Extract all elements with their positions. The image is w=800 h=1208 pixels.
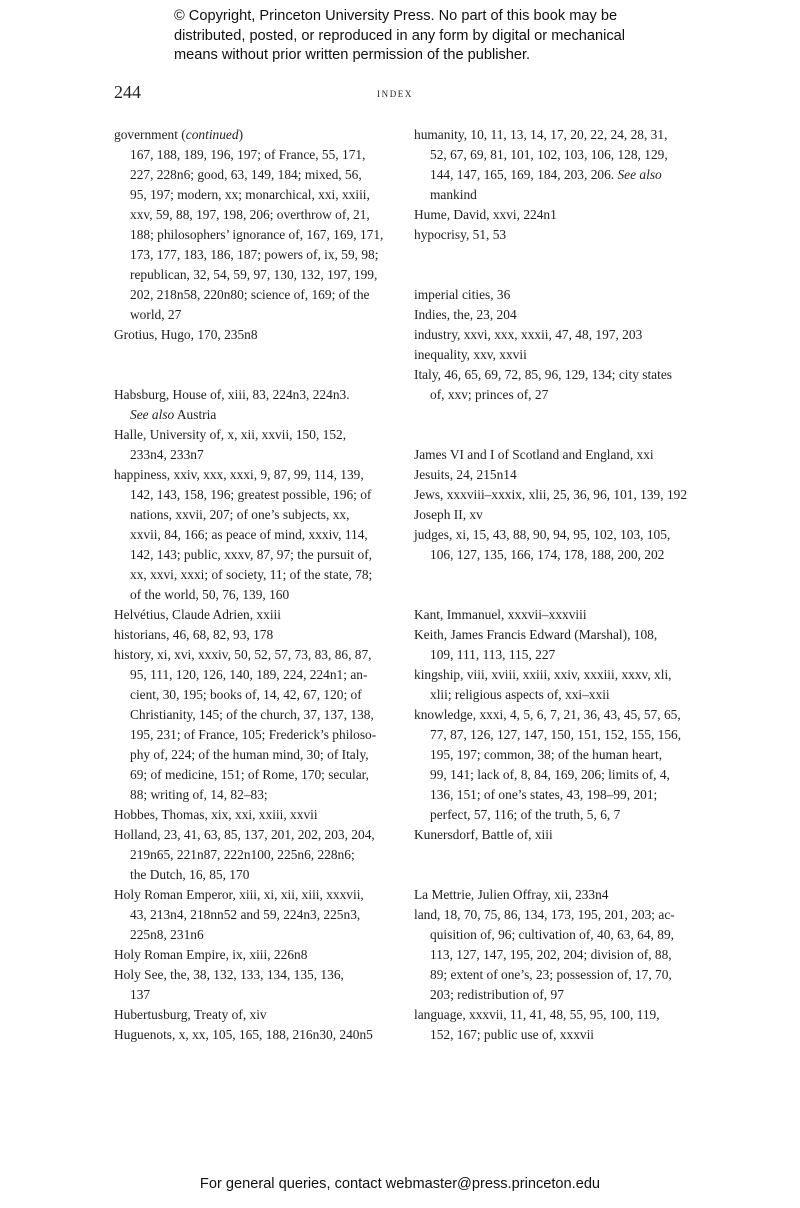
index-entry-line: Indies, the, 23, 204: [414, 307, 517, 322]
index-entry: [114, 945, 394, 965]
index-entry: [114, 645, 394, 805]
index-entry-line: 233n4, 233n7: [130, 447, 204, 462]
index-entry: [414, 325, 694, 345]
index-column-left: [114, 125, 394, 1045]
index-entry-line: Hobbes, Thomas, xix, xxi, xxiii, xxvii: [114, 807, 318, 822]
index-entry-line: land, 18, 70, 75, 86, 134, 173, 195, 201, 203; ac-: [414, 907, 675, 922]
index-entry: [414, 1005, 694, 1045]
index-entry-line: La Mettrie, Julien Offray, xii, 233n4: [414, 887, 609, 902]
index-entry-line: humanity, 10, 11, 13, 14, 17, 20, 22, 24, 28, 31,: [414, 127, 668, 142]
index-entry: [414, 525, 694, 565]
index-entry-line: language, xxxvii, 11, 41, 48, 55, 95, 100, 119,: [414, 1007, 660, 1022]
index-entry-line: Holland, 23, 41, 63, 85, 137, 201, 202, 203, 204,: [114, 827, 375, 842]
index-entry-line: Jews, xxxviii–xxxix, xlii, 25, 36, 96, 101, 139, 192: [414, 487, 688, 502]
index-entry-line: 137: [130, 987, 151, 1002]
index-entry-line: 203; redistribution of, 97: [430, 987, 564, 1002]
section-gap: [414, 245, 694, 285]
index-entry-line: Holy See, the, 38, 132, 133, 134, 135, 136,: [114, 967, 344, 982]
index-entry-line: xxv, 59, 88, 197, 198, 206; overthrow of, 21,: [130, 207, 370, 222]
index-entry-line: Holy Roman Empire, ix, xiii, 226n8: [114, 947, 308, 962]
index-entry: [114, 1025, 394, 1045]
index-entry-line: xlii; religious aspects of, xxi–xxii: [430, 687, 610, 702]
index-entry-line: 88; writing of, 14, 82–83;: [130, 787, 268, 802]
index-entry-line: Helvétius, Claude Adrien, xxiii: [114, 607, 281, 622]
copyright-notice: [174, 7, 694, 66]
index-entry-line: 95, 197; modern, xx; monarchical, xxi, xxiii,: [130, 187, 370, 202]
index-entry-line: Italy, 46, 65, 69, 72, 85, 96, 129, 134; city states: [414, 367, 672, 382]
copyright-line: © Copyright, Princeton University Press. No part of this book may be: [174, 8, 618, 24]
copyright-line: means without prior written permission of the publisher.: [174, 47, 531, 63]
index-entry-line: kingship, viii, xviii, xxiii, xxiv, xxxiii, xxxv, xli,: [414, 667, 672, 682]
index-entry-line: history, xi, xvi, xxxiv, 50, 52, 57, 73, 83, 86, 87,: [114, 647, 372, 662]
index-entry-line: government (continued): [114, 127, 244, 142]
section-gap: [414, 845, 694, 885]
index-entry: [414, 205, 694, 225]
index-entry-line: Hubertusburg, Treaty of, xiv: [114, 1007, 267, 1022]
index-entry-line: 219n65, 221n87, 222n100, 225n6, 228n6;: [130, 847, 355, 862]
index-entry: [114, 605, 394, 625]
index-entry: [114, 325, 394, 345]
index-entry: [414, 465, 694, 485]
index-entry: [414, 825, 694, 845]
index-entry: [114, 1005, 394, 1025]
index-entry: [114, 805, 394, 825]
index-entry-line: 167, 188, 189, 196, 197; of France, 55, 171,: [130, 147, 366, 162]
index-entry-line: 52, 67, 69, 81, 101, 102, 103, 106, 128, 129,: [430, 147, 668, 162]
section-gap: [414, 405, 694, 445]
section-gap: [114, 345, 394, 385]
index-entry-line: inequality, xxv, xxvii: [414, 347, 527, 362]
index-entry: [414, 345, 694, 365]
index-entry-line: 173, 177, 183, 186, 187; powers of, ix, 59, 98;: [130, 247, 379, 262]
index-entry-line: cient, 30, 195; books of, 14, 42, 67, 120; of: [130, 687, 362, 702]
index-entry: [414, 485, 694, 505]
index-entry-line: 69; of medicine, 151; of Rome, 170; secular,: [130, 767, 369, 782]
index-entry-line: 202, 218n58, 220n80; science of, 169; of the: [130, 287, 370, 302]
index-entry-line: 142, 143; public, xxxv, 87, 97; the pursuit of,: [130, 547, 373, 562]
index-entry-line: quisition of, 96; cultivation of, 40, 63, 64, 89,: [430, 927, 674, 942]
index-entry-line: 99, 141; lack of, 8, 84, 169, 206; limits of, 4,: [430, 767, 670, 782]
index-entry-line: republican, 32, 54, 59, 97, 130, 132, 197, 199,: [130, 267, 378, 282]
index-entry-line: Holy Roman Emperor, xiii, xi, xii, xiii, xxxvii,: [114, 887, 364, 902]
index-entry: [414, 365, 694, 405]
index-entry-line: judges, xi, 15, 43, 88, 90, 94, 95, 102, 103, 105,: [414, 527, 671, 542]
index-entry-line: Halle, University of, x, xii, xxvii, 150, 152,: [114, 427, 347, 442]
index-entry-line: 95, 111, 120, 126, 140, 189, 224, 224n1; an-: [130, 667, 368, 682]
index-entry: [414, 305, 694, 325]
index-column-right: [414, 125, 694, 1045]
index-entry-line: hypocrisy, 51, 53: [414, 227, 507, 242]
index-entry-line: Joseph II, xv: [414, 507, 483, 522]
index-entry-line: Kunersdorf, Battle of, xiii: [414, 827, 553, 842]
index-entry-line: the Dutch, 16, 85, 170: [130, 867, 250, 882]
index-entry-line: 144, 147, 165, 169, 184, 203, 206. See also: [430, 167, 662, 182]
index-entry-line: 188; philosophers’ ignorance of, 167, 169, 171,: [130, 227, 384, 242]
index-entry-line: Hume, David, xxvi, 224n1: [414, 207, 557, 222]
index-entry-line: 195, 197; common, 38; of the human heart,: [430, 747, 663, 762]
index-entry: [114, 625, 394, 645]
index-entry-line: perfect, 57, 116; of the truth, 5, 6, 7: [430, 807, 621, 822]
index-entry: [414, 885, 694, 905]
index-entry-line: 43, 213n4, 218nn52 and 59, 224n3, 225n3,: [130, 907, 361, 922]
index-entry-line: 225n8, 231n6: [130, 927, 204, 942]
index-entry: [414, 225, 694, 245]
index-entry: [114, 425, 394, 465]
index-entry-line: industry, xxvi, xxx, xxxii, 47, 48, 197, 203: [414, 327, 643, 342]
page-number: 244: [114, 82, 141, 102]
index-entry: [414, 665, 694, 705]
index-entry: [114, 885, 394, 945]
index-entry-line: xx, xxvi, xxxi; of society, 11; of the state, 78;: [130, 567, 373, 582]
index-entry-line: happiness, xxiv, xxx, xxxi, 9, 87, 99, 114, 139,: [114, 467, 364, 482]
running-head: index: [377, 86, 413, 100]
index-entry-line: nations, xxvii, 207; of one’s subjects, xx,: [130, 507, 350, 522]
footer-contact: For general queries, contact webmaster@press.princeton.edu: [199, 1176, 601, 1192]
index-entry-line: historians, 46, 68, 82, 93, 178: [114, 627, 274, 642]
index-entry: [414, 125, 694, 205]
index-entry-line: Keith, James Francis Edward (Marshal), 108,: [414, 627, 658, 642]
index-entry-line: 136, 151; of one’s states, 43, 198–99, 201;: [430, 787, 658, 802]
index-entry-line: 152, 167; public use of, xxxvii: [430, 1027, 595, 1042]
index-entry-line: Kant, Immanuel, xxxvii–xxxviii: [414, 607, 587, 622]
index-entry-line: Huguenots, x, xx, 105, 165, 188, 216n30, 240n5: [114, 1027, 373, 1042]
section-gap: [414, 565, 694, 605]
index-entry: [414, 505, 694, 525]
index-entry-line: knowledge, xxxi, 4, 5, 6, 7, 21, 36, 43, 45, 57, 65,: [414, 707, 681, 722]
index-entry: [414, 625, 694, 665]
index-entry-line: 142, 143, 158, 196; greatest possible, 196; of: [130, 487, 372, 502]
index-entry-line: xxvii, 84, 166; as peace of mind, xxxiv, 114,: [130, 527, 368, 542]
copyright-line: distributed, posted, or reproduced in any form by digital or mechanical: [174, 27, 626, 44]
index-entry-line: imperial cities, 36: [414, 287, 511, 302]
index-entry-line: Jesuits, 24, 215n14: [414, 467, 517, 482]
index-entry: [414, 905, 694, 1005]
index-entry: [114, 465, 394, 605]
index-entry: [414, 445, 694, 465]
index-entry-line: Habsburg, House of, xiii, 83, 224n3, 224n3.: [114, 387, 350, 402]
index-entry-line: Christianity, 145; of the church, 37, 137, 138,: [130, 707, 374, 722]
index-entry: [114, 125, 394, 325]
index-entry-line: mankind: [430, 187, 477, 202]
index-entry-line: 77, 87, 126, 127, 147, 150, 151, 152, 155, 156,: [430, 727, 682, 742]
index-entry: [114, 965, 394, 1005]
index-entry-line: Grotius, Hugo, 170, 235n8: [114, 327, 258, 342]
index-entry-line: 106, 127, 135, 166, 174, 178, 188, 200, 202: [430, 547, 665, 562]
index-entry-line: world, 27: [130, 307, 182, 322]
index-entry-line: 227, 228n6; good, 63, 149, 184; mixed, 56,: [130, 167, 362, 182]
index-entry: [114, 825, 394, 885]
index-entry-line: of the world, 50, 76, 139, 160: [130, 587, 290, 602]
index-entry: [414, 605, 694, 625]
index-entry-line: 109, 111, 113, 115, 227: [430, 647, 556, 662]
index-entry-line: 113, 127, 147, 195, 202, 204; division of, 88,: [430, 947, 672, 962]
index-entry: [414, 705, 694, 825]
index-entry-line: See also Austria: [130, 407, 217, 422]
index-entry-line: 195, 231; of France, 105; Frederick’s philoso-: [130, 727, 377, 742]
index-entry: [414, 285, 694, 305]
index-entry: [114, 385, 394, 425]
index-entry-line: of, xxv; princes of, 27: [430, 387, 549, 402]
index-entry-line: 89; extent of one’s, 23; possession of, 17, 70,: [430, 967, 672, 982]
index-entry-line: James VI and I of Scotland and England, xxi: [414, 447, 654, 462]
index-entry-line: phy of, 224; of the human mind, 30; of Italy,: [130, 747, 369, 762]
